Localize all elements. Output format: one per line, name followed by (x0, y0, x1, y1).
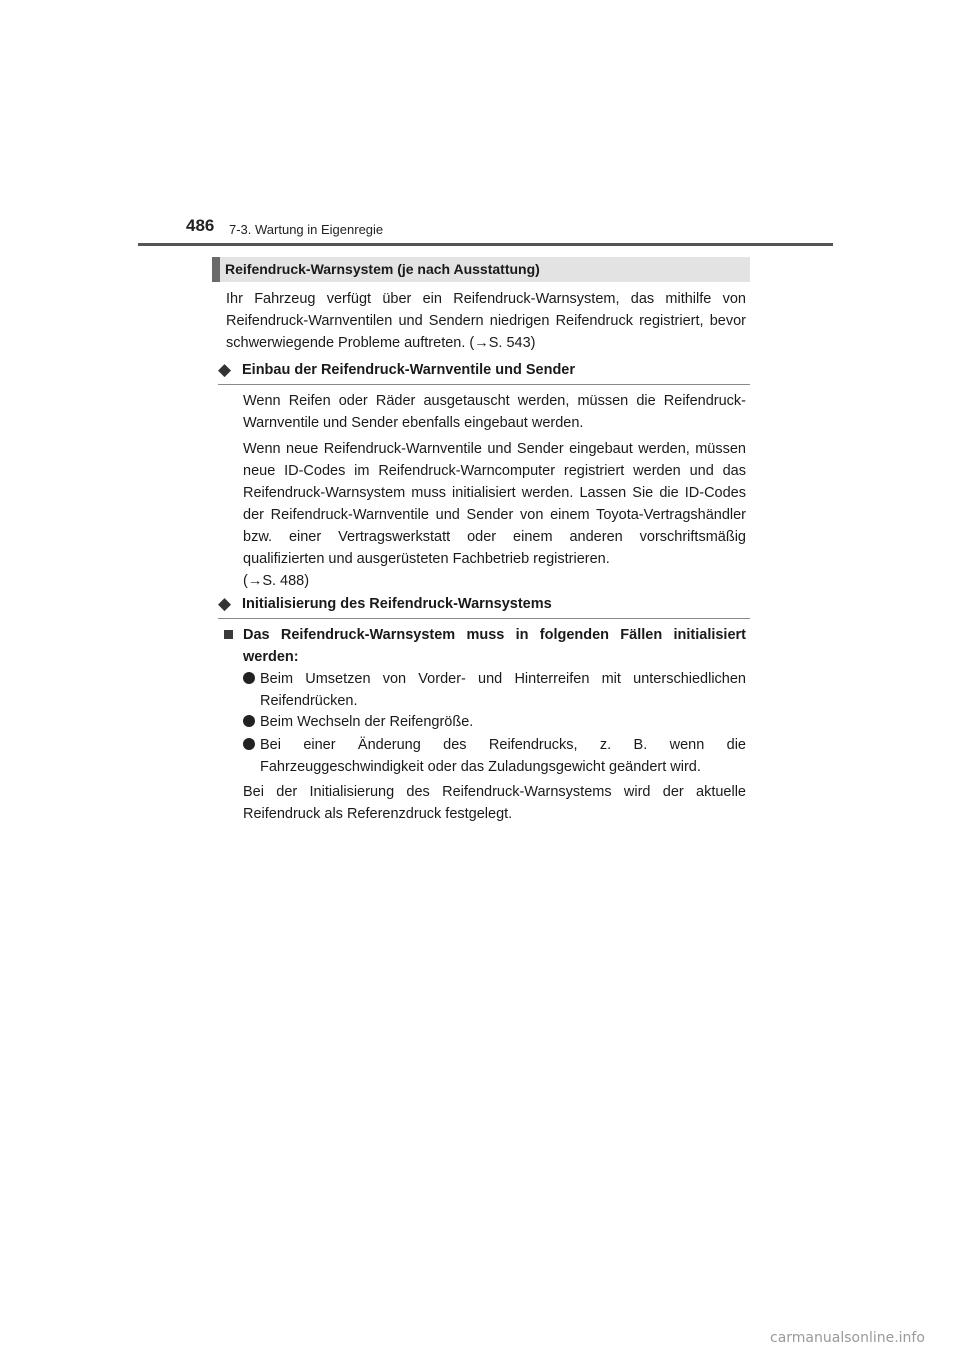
header-rule (138, 243, 833, 246)
bullet-dot-icon (243, 738, 255, 750)
section-heading (212, 257, 750, 282)
running-header: 7-3. Wartung in Eigenregie (229, 222, 384, 237)
list-item-text: Beim Umsetzen von Vorder- und Hinterreifen mit unterschiedlichen Reifendrücken. (260, 671, 746, 709)
subsection-heading-installation (218, 360, 750, 385)
installation-paragraph-2 (243, 438, 746, 592)
section-title: Reifendruck-Warnsystem (je nach Ausstattung) (225, 261, 540, 277)
watermark: carmanualsonline.info (770, 1330, 925, 1346)
page-reference: (→S. 488) (243, 573, 310, 589)
square-bullet-icon (224, 630, 233, 639)
diamond-icon: ◆ (218, 594, 232, 613)
page-number: 486 (186, 216, 215, 235)
installation-paragraph-2-text: Wenn neue Reifendruck-Warnventile und Sender eingebaut werden, müssen neue ID-Codes im Reifendruck-Warncomputer registriert werden und das Reifendruck-Warnsystem muss initialisiert werden. Lassen Sie die ID-Codes der Reifendruck-Warnventile und Sender von einem Toyota-Vertragshändler bzw. einer Vertragswerkstatt oder einem anderen vorschriftsmäßig qualifizierten und ausgerüsteten Fachbetrieb registrieren. (243, 441, 746, 567)
bullet-dot-icon (243, 672, 255, 684)
bullet-dot-icon (243, 715, 255, 727)
section-heading-bar (212, 257, 220, 282)
diamond-icon: ◆ (218, 360, 232, 379)
closing-paragraph: Bei der Initialisierung des Reifendruck-Warnsystems wird der aktuelle Reifendruck als Referenzdruck festgelegt. (243, 784, 746, 822)
intro-paragraph: Ihr Fahrzeug verfügt über ein Reifendruck-Warnsystem, das mithilfe von Reifendruck-Warnventilen und Sendern niedrigen Reifendruck registriert, bevor schwerwiegende Probleme auftreten. (→S. 543) (226, 291, 746, 351)
lead-text: Das Reifendruck-Warnsystem muss in folgenden Fällen initialisiert werden: (243, 627, 746, 665)
subsection-title: Initialisierung des Reifendruck-Warnsystems (242, 596, 552, 612)
subsection-title: Einbau der Reifendruck-Warnventile und Sender (242, 362, 576, 378)
list-item-text: Beim Wechseln der Reifengröße. (260, 714, 474, 730)
subsection-heading-initialization (218, 594, 750, 619)
installation-paragraph-1: Wenn Reifen oder Räder ausgetauscht werden, müssen die Reifendruck-Warnventile und Sender ebenfalls eingebaut werden. (243, 393, 746, 431)
list-item-text: Bei einer Änderung des Reifendrucks, z. B. wenn die Fahrzeuggeschwindigkeit oder das Zuladungsgewicht geändert wird. (260, 737, 746, 775)
